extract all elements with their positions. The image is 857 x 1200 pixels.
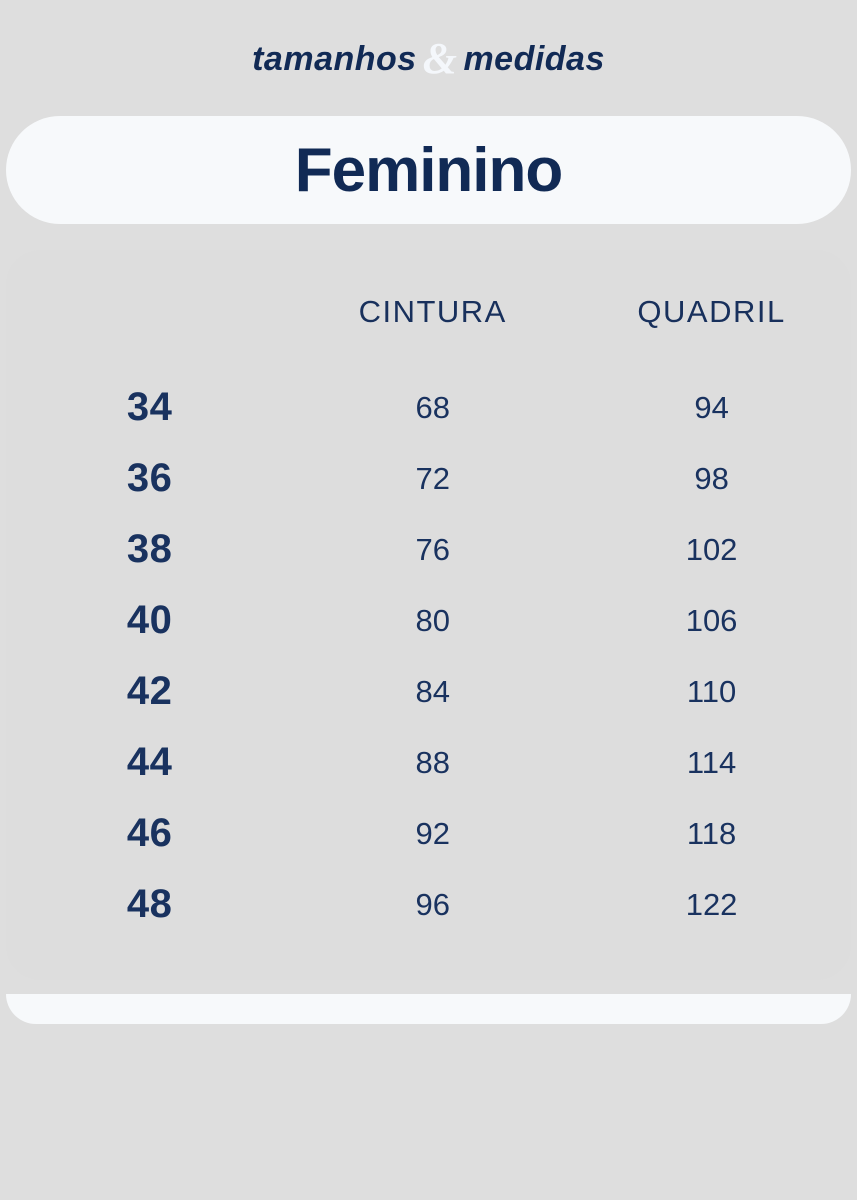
size-table xyxy=(6,282,851,940)
table-row xyxy=(6,656,851,727)
cell-quadril: 122 xyxy=(685,886,738,922)
footer-card-strip xyxy=(6,994,851,1024)
table-body xyxy=(6,372,851,940)
page-title: Feminino xyxy=(294,135,563,205)
cell-cintura: 96 xyxy=(415,886,450,922)
kicker-right-word: medidas xyxy=(463,39,605,78)
title-card xyxy=(6,116,851,224)
measurements-card xyxy=(6,250,851,980)
cell-quadril: 118 xyxy=(686,815,737,851)
cell-cintura: 68 xyxy=(415,389,450,425)
cell-cintura: 92 xyxy=(415,815,450,851)
cell-size: 48 xyxy=(126,882,173,926)
cell-quadril: 102 xyxy=(685,531,738,567)
cell-quadril: 114 xyxy=(686,744,737,780)
table-row xyxy=(6,585,851,656)
cell-cintura: 72 xyxy=(415,460,450,496)
footer-band xyxy=(0,980,857,1200)
cell-size: 38 xyxy=(126,527,173,571)
cell-size: 34 xyxy=(126,385,173,429)
table-row xyxy=(6,798,851,869)
kicker-text xyxy=(252,33,605,83)
cell-size: 42 xyxy=(126,669,173,713)
ampersand-glyph: & xyxy=(422,33,458,83)
cell-quadril: 106 xyxy=(685,602,738,638)
table-row xyxy=(6,727,851,798)
table-row xyxy=(6,443,851,514)
column-header-quadril: QUADRIL xyxy=(637,294,786,329)
table-head xyxy=(6,282,851,372)
column-header-size xyxy=(6,282,293,372)
header-band xyxy=(0,0,857,112)
cell-quadril: 98 xyxy=(694,460,729,496)
cell-cintura: 76 xyxy=(415,531,450,567)
cell-size: 44 xyxy=(126,740,173,784)
cell-cintura: 88 xyxy=(415,744,450,780)
cell-size: 40 xyxy=(126,598,173,642)
table-row xyxy=(6,372,851,443)
cell-size: 46 xyxy=(126,811,173,855)
cell-quadril: 110 xyxy=(686,673,737,709)
kicker-left-word: tamanhos xyxy=(252,39,417,78)
column-header-cintura: CINTURA xyxy=(358,294,507,329)
table-row xyxy=(6,869,851,940)
cell-quadril: 94 xyxy=(694,389,729,425)
cell-cintura: 80 xyxy=(415,602,450,638)
cell-size: 36 xyxy=(126,456,173,500)
cell-cintura: 84 xyxy=(415,673,450,709)
table-row xyxy=(6,514,851,585)
table-header-row xyxy=(6,282,851,372)
